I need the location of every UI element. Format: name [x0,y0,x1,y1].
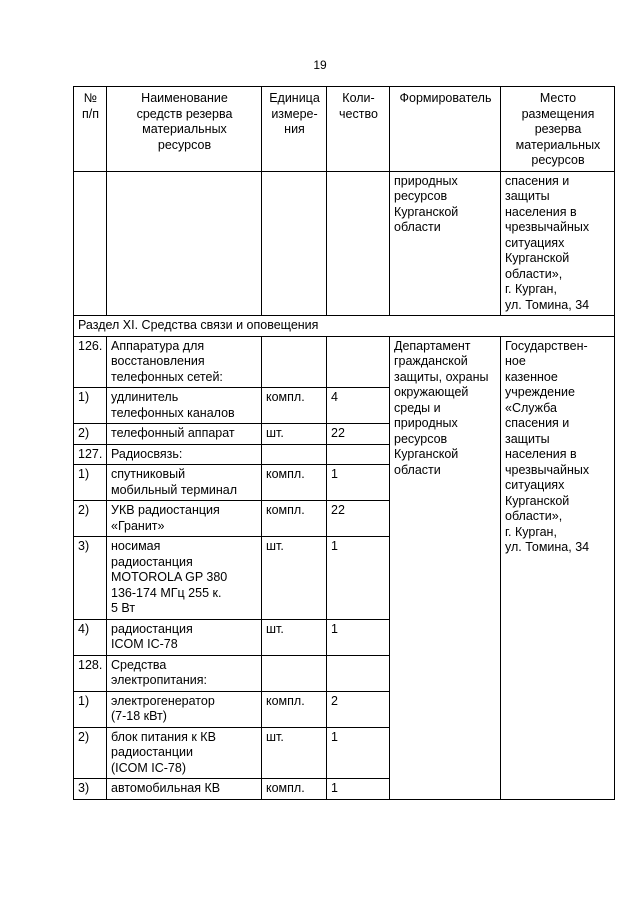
item-unit [262,655,327,691]
cell-line: области [394,220,441,234]
cell-line: природных [394,416,458,430]
item-number: 2) [74,727,107,779]
cell-line: блок питания к КВ [111,729,216,744]
item-name [107,727,262,779]
item-name [107,655,262,691]
cell-line: Место [539,91,577,105]
cell-line: средств резерва [136,106,233,121]
cell-line: УКВ радиостанция [111,503,220,517]
item-number: 2) [74,501,107,537]
cell-line: 136-174 МГц 255 к. [111,585,222,600]
item-quantity: 2 [327,691,390,727]
header-number [74,87,107,172]
cell-line: области», [505,509,563,523]
item-quantity: 1 [327,727,390,779]
cell-line: ресурсов [157,137,212,152]
cell-line: носимая [111,539,161,553]
header-quantity [327,87,390,172]
table-row [74,336,615,388]
place-cell [501,336,615,799]
item-unit: шт. [262,727,327,779]
cell-line: среды и [394,400,441,415]
item-name [107,465,262,501]
item-quantity [327,336,390,388]
cell-line: (7-18 кВт) [111,709,167,723]
item-quantity: 1 [327,465,390,501]
item-name [107,779,262,800]
item-name [107,388,262,424]
item-number: 127. [74,444,107,465]
cell-line: защиты, охраны [394,369,489,384]
cell-line: ное [505,354,526,368]
cell-line: материальных [142,122,227,136]
cell-line: автомобильная КВ [111,781,221,795]
cell-line: ресурсов [394,431,448,446]
cell-line: области [394,462,441,477]
item-name [107,444,262,465]
cell-line: телефонных каналов [111,405,235,420]
header-former [390,87,501,172]
cell-line: мобильный терминал [111,482,238,497]
cell-line: спасения и [505,173,570,188]
cell-line: резерва [534,122,582,136]
cell-line: ситуациях [505,235,565,250]
cell-line: «Гранит» [111,518,165,533]
cell-line: «Служба [505,400,557,415]
cell-line: Курганской [505,251,570,265]
cell-line: ресурсов [531,153,585,167]
item-number: 128. [74,655,107,691]
cell-line: электропитания: [111,673,208,687]
cell-line: Коли- [342,91,375,105]
cell-line: чрезвычайных [505,220,590,234]
cell-line: Радиосвязь: [111,446,183,461]
item-quantity: 4 [327,388,390,424]
section-title: Раздел XI. Средства связи и оповещения [74,316,615,337]
cell-line: п/п [81,106,99,121]
cell-line: окружающей [394,385,469,399]
cell-line: Департамент [394,338,471,353]
item-unit: компл. [262,501,327,537]
cell-line: восстановления [111,354,205,368]
continuation-place [501,171,615,316]
item-quantity: 1 [327,537,390,620]
cell-line: спасения и [505,416,570,430]
cell-line: г. Курган, [505,282,557,296]
former-cell [390,336,501,799]
section-row [74,316,615,337]
cell-line: размещения [521,106,595,121]
item-number: 126. [74,336,107,388]
item-number: 2) [74,424,107,445]
cell-line: населения в [505,447,577,461]
item-name [107,501,262,537]
item-name [107,424,262,445]
continuation-row [74,171,615,316]
cell-line: ICOM IC-78 [111,637,178,651]
continuation-unit [262,171,327,316]
cell-line: материальных [515,137,601,152]
continuation-former [390,171,501,316]
item-number: 1) [74,465,107,501]
cell-line: Аппаратура для [111,338,205,353]
cell-line: чество [339,106,378,121]
header-row [74,87,615,172]
item-number: 1) [74,691,107,727]
item-unit: шт. [262,537,327,620]
cell-line: гражданской [394,354,468,368]
continuation-number [74,171,107,316]
cell-line: Курганской [394,447,459,461]
cell-line: ресурсов [394,189,448,203]
cell-line: (ICOM IC-78) [111,760,186,775]
cell-line: измере- [271,106,318,121]
item-unit [262,444,327,465]
resources-table [73,86,615,800]
header-unit [262,87,327,172]
item-unit: компл. [262,691,327,727]
cell-line: г. Курган, [505,524,557,539]
cell-line: области», [505,266,563,281]
header-place [501,87,615,172]
cell-line: ситуациях [505,478,565,492]
item-unit [262,336,327,388]
cell-line: радиостанции [111,745,193,759]
cell-line: Курганской [505,493,570,508]
item-unit: шт. [262,619,327,655]
cell-line: Курганской [394,204,459,219]
item-name [107,619,262,655]
item-number: 4) [74,619,107,655]
cell-line: защиты [505,189,550,203]
cell-line: спутниковый [111,467,186,481]
cell-line: ул. Томина, 34 [505,297,590,312]
item-name [107,691,262,727]
cell-line: электрогенератор [111,693,215,708]
item-quantity: 1 [327,779,390,800]
cell-line: ул. Томина, 34 [505,540,590,554]
cell-line: MOTOROLA GP 380 [111,570,228,584]
item-unit: компл. [262,779,327,800]
page-number: 19 [313,58,327,72]
item-unit: компл. [262,465,327,501]
item-number: 1) [74,388,107,424]
cell-line: Государствен- [505,338,588,353]
item-quantity [327,655,390,691]
cell-line: Наименование [141,91,228,105]
cell-line: природных [394,173,458,188]
cell-line: телефонный аппарат [111,426,235,440]
cell-line: Формирователь [399,91,492,105]
continuation-quantity [327,171,390,316]
cell-line: Средства [111,657,167,672]
continuation-name [107,171,262,316]
cell-line: удлинитель [111,390,179,404]
cell-line: Единица [269,91,320,105]
item-name [107,537,262,620]
cell-line: защиты [505,431,550,446]
item-unit: шт. [262,424,327,445]
item-number: 3) [74,779,107,800]
cell-line: населения в [505,204,577,219]
header-name [107,87,262,172]
cell-line: радиостанция [111,554,193,569]
cell-line: ния [284,122,305,136]
cell-line: учреждение [505,385,575,399]
item-quantity: 22 [327,424,390,445]
cell-line: чрезвычайных [505,462,590,477]
cell-line: радиостанция [111,621,193,636]
item-quantity [327,444,390,465]
item-quantity: 22 [327,501,390,537]
item-quantity: 1 [327,619,390,655]
cell-line: 5 Вт [111,601,136,615]
cell-line: телефонных сетей: [111,369,223,384]
cell-line: казенное [505,369,558,384]
item-number: 3) [74,537,107,620]
cell-line: № [83,91,98,105]
item-name [107,336,262,388]
item-unit: компл. [262,388,327,424]
